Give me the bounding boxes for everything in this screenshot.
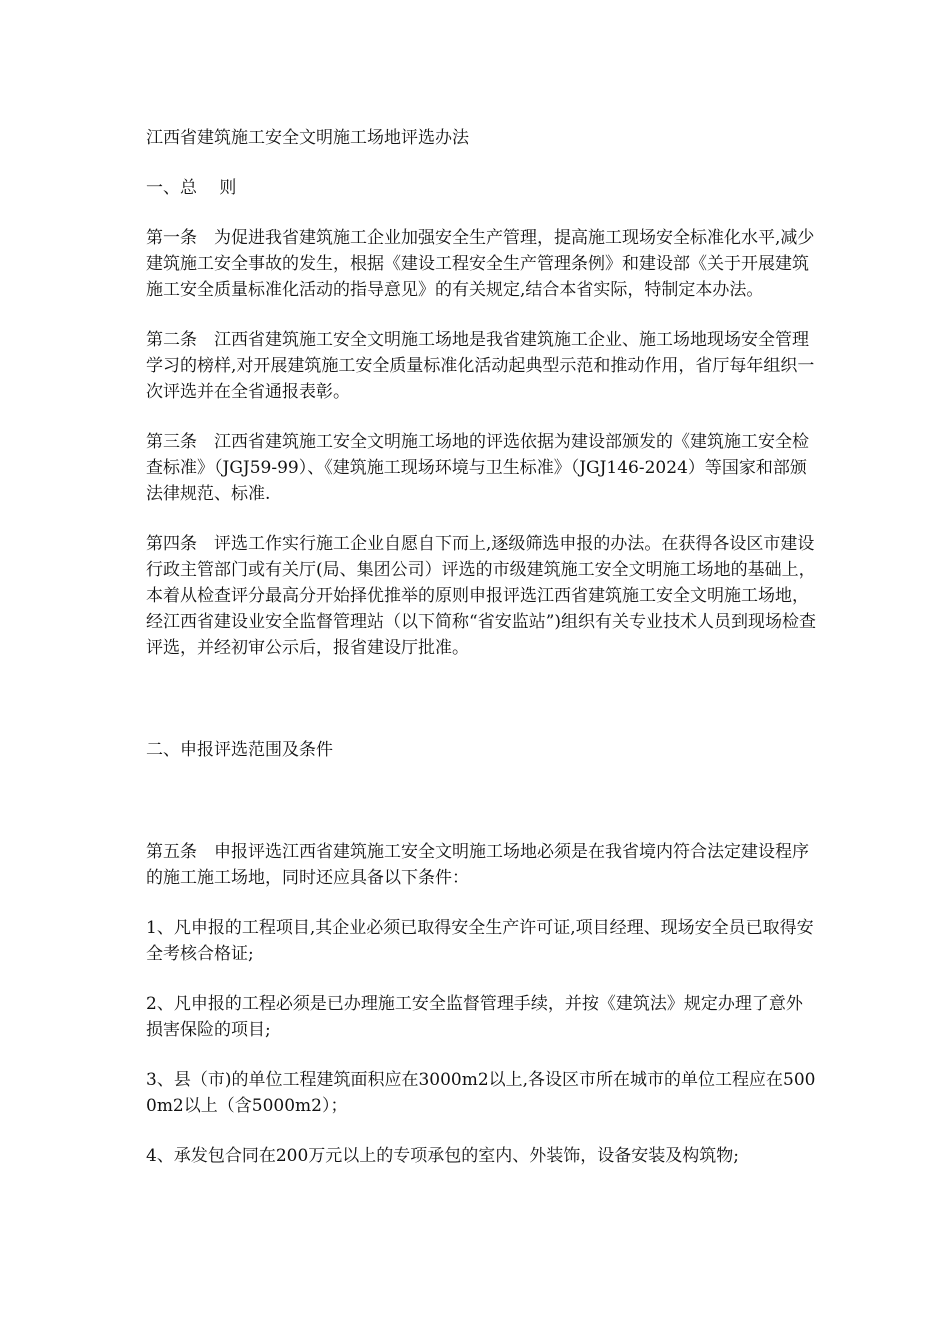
spacer [146, 201, 816, 225]
spacer [146, 151, 816, 175]
document-body [146, 125, 816, 1169]
spacer [146, 303, 816, 327]
condition-item-2: 2、凡申报的工程必须是已办理施工安全监督管理手续，并按《建筑法》规定办理了意外损害保险的项目; [146, 994, 803, 1040]
spacer [146, 405, 816, 429]
article-5: 第五条 申报评选江西省建筑施工安全文明施工场地必须是在我省境内符合法定建设程序的施工施工场地，同时还应具备以下条件： [146, 842, 809, 888]
article-1: 第一条 为促进我省建筑施工企业加强安全生产管理，提高施工现场安全标准化水平,减少建筑施工安全事故的发生，根据《建设工程安全生产管理条例》和建设部《关于开展建筑施工安全质量标准化活动的指导意见》的有关规定,结合本省实际，特制定本办法。 [146, 228, 815, 300]
spacer [146, 763, 816, 839]
condition-item-1: 1、凡申报的工程项目,其企业必须已取得安全生产许可证,项目经理、现场安全员已取得安全考核合格证; [146, 918, 814, 964]
spacer [146, 891, 816, 915]
article-3: 第三条 江西省建筑施工安全文明施工场地的评选依据为建设部颁发的《建筑施工安全检查标准》（JGJ59-99）、《建筑施工现场环境与卫生标准》（JGJ146-2024）等国家和部颁法律规范、标准. [146, 432, 809, 504]
spacer [146, 507, 816, 531]
spacer [146, 1043, 816, 1067]
article-2: 第二条 江西省建筑施工安全文明施工场地是我省建筑施工企业、施工场地现场安全管理学习的榜样,对开展建筑施工安全质量标准化活动起典型示范和推动作用，省厅每年组织一次评选并在全省通报表彰。 [146, 330, 815, 402]
condition-item-3: 3、县（市)的单位工程建筑面积应在3000m2以上,各设区市所在城市的单位工程应在5000m2以上（含5000m2）； [146, 1070, 816, 1116]
spacer [146, 967, 816, 991]
spacer [146, 1119, 816, 1143]
document-title: 江西省建筑施工安全文明施工场地评选办法 [146, 128, 469, 148]
article-4: 第四条 评选工作实行施工企业自愿自下而上,逐级筛选申报的办法。在获得各设区市建设行政主管部门或有关厅(局、集团公司）评选的市级建筑施工安全文明施工场地的基础上，本着从检查评分最高分开始择优推举的原则申报评选江西省建筑施工安全文明施工场地，经江西省建设业安全监督管理站（以下简称“省安监站”)组织有关专业技术人员到现场检查评选，并经初审公示后，报省建设厅批准。 [146, 534, 817, 658]
section-heading-general: 一、总 则 [146, 178, 237, 198]
spacer [146, 661, 816, 737]
condition-item-4: 4、承发包合同在200万元以上的专项承包的室内、外装饰，设备安装及构筑物; [146, 1146, 739, 1166]
section-heading-scope: 二、申报评选范围及条件 [146, 740, 333, 760]
